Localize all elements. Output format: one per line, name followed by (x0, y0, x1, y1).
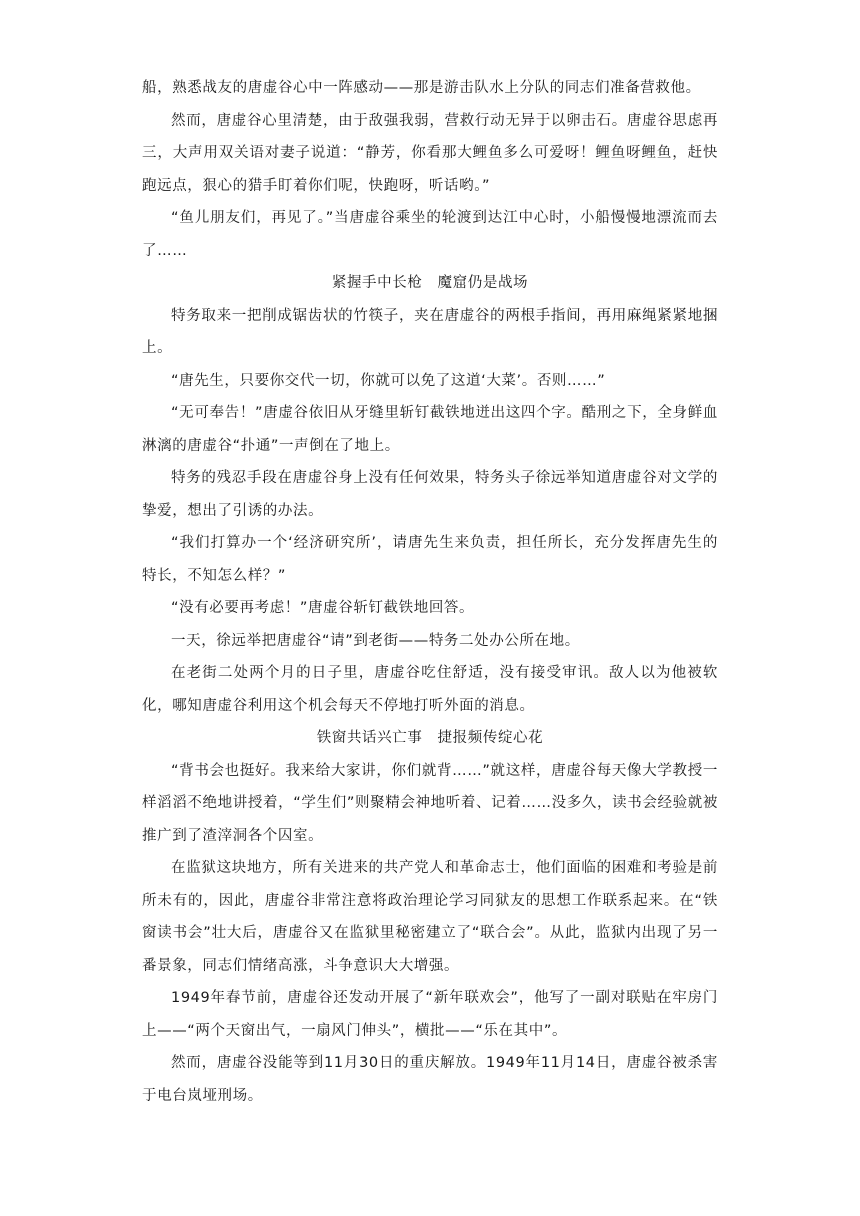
paragraph: 一天，徐远举把唐虚谷“请”到老街——特务二处办公所在地。 (171, 632, 580, 649)
paragraph: “唐先生，只要你交代一切，你就可以免了这道‘大菜’。否则……” (171, 372, 606, 389)
document-page (142, 72, 718, 1112)
paragraph: “无可奉告！”唐虚谷依旧从牙缝里斩钉截铁地迸出这四个字。酷刑之下，全身鲜血淋漓的唐虚谷“扑通”一声倒在了地上。 (142, 405, 718, 454)
paragraph: 特务的残忍手段在唐虚谷身上没有任何效果，特务头子徐远举知道唐虚谷对文学的挚爱，想出了引诱的办法。 (142, 470, 718, 519)
paragraph: “鱼儿朋友们，再见了。”当唐虚谷乘坐的轮渡到达江中心时，小船慢慢地漂流而去了…… (142, 210, 718, 259)
paragraph: 然而，唐虚谷没能等到11月30日的重庆解放。1949年11月14日，唐虚谷被杀害于电台岚垭刑场。 (142, 1055, 718, 1104)
paragraph: 特务取来一把削成锯齿状的竹筷子，夹在唐虚谷的两根手指间，再用麻绳紧紧地捆上。 (142, 307, 718, 356)
paragraph: 船，熟悉战友的唐虚谷心中一阵感动——那是游击队水上分队的同志们准备营救他。 (142, 80, 701, 96)
paragraph: 然而，唐虚谷心里清楚，由于敌强我弱，营救行动无异于以卵击石。唐虚谷思虑再三，大声用双关语对妻子说道：“静芳，你看那大鲤鱼多么可爱呀！鲤鱼呀鲤鱼，赶快跑远点，狠心的猎手盯着你们呢，快跑呀，听话哟。” (142, 112, 718, 194)
paragraph: 1949年春节前，唐虚谷还发动开展了“新年联欢会”，他写了一副对联贴在牢房门上——“两个天窗出气，一扇风门伸头”，横批——“乐在其中”。 (142, 990, 718, 1039)
paragraph: “我们打算办一个‘经济研究所’，请唐先生来负责，担任所长，充分发挥唐先生的特长，不知怎么样？” (142, 535, 718, 584)
paragraph: 在监狱这块地方，所有关进来的共产党人和革命志士，他们面临的困难和考验是前所未有的，因此，唐虚谷非常注意将政治理论学习同狱友的思想工作联系起来。在“铁窗读书会”壮大后，唐虚谷又在监狱里秘密建立了“联合会”。从此，监狱内出现了另一番景象，同志们情绪高涨，斗争意识大大增强。 (142, 860, 718, 974)
paragraph: 在老街二处两个月的日子里，唐虚谷吃住舒适，没有接受审讯。敌人以为他被软化，哪知唐虚谷利用这个机会每天不停地打听外面的消息。 (142, 665, 718, 714)
paragraph: “背书会也挺好。我来给大家讲，你们就背……”就这样，唐虚谷每天像大学教授一样滔滔不绝地讲授着，“学生们”则聚精会神地听着、记着……没多久，读书会经验就被推广到了渣滓洞各个囚室。 (142, 762, 718, 844)
section-heading: 铁窗共话兴亡事 捷报频传绽心花 (316, 730, 544, 746)
paragraph: “没有必要再考虑！”唐虚谷斩钉截铁地回答。 (171, 600, 475, 616)
section-heading: 紧握手中长枪 魔窟仍是战场 (331, 275, 529, 291)
